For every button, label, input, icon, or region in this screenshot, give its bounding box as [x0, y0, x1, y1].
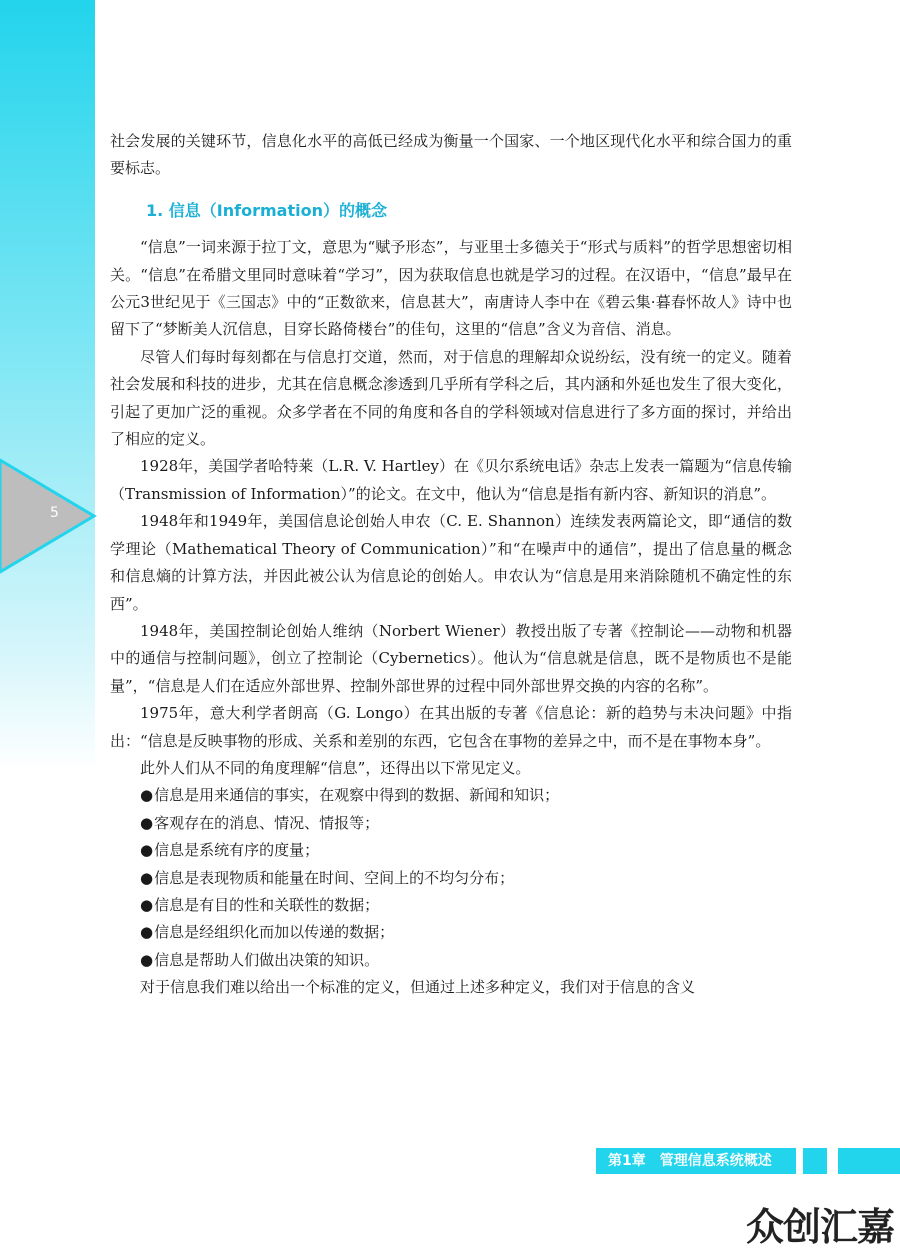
paragraph: 1928年，美国学者哈特莱（L.R. V. Hartley）在《贝尔系统电话》杂志上发表一篇题为“信息传输（Transmission of Information）”的论文。在文中，他认为“信息是指有新内容、新知识的消息”。 — [110, 457, 792, 503]
watermark-logo: 众创汇嘉 — [746, 1205, 895, 1249]
bullet-item — [110, 865, 792, 892]
bullet-icon: ● — [140, 950, 154, 969]
bullet-text: 信息是表现物质和能量在时间、空间上的不均匀分布； — [154, 868, 515, 887]
footer-block-edge — [838, 1148, 900, 1174]
paragraph: 1948年和1949年，美国信息论创始人申农（C. E. Shannon）连续发表两篇论文，即“通信的数学理论（Mathematical Theory of Communication）”和“在噪声中的通信”，提出了信息量的概念和信息熵的计算方法，并因此被公认为信息论的创始人。申农认为“信息是用来消除随机不确定性的东西”。 — [110, 512, 792, 613]
bullet-icon: ● — [140, 813, 154, 832]
paragraph: 1975年，意大利学者朗高（G. Longo）在其出版的专著《信息论：新的趋势与未决问题》中指出：“信息是反映事物的形成、关系和差别的东西，它包含在事物的差异之中，而不是在事物本身”。 — [110, 704, 792, 750]
bullet-item — [110, 892, 792, 919]
main-text — [110, 128, 792, 1002]
paragraph: “信息”一词来源于拉丁文，意思为“赋予形态”，与亚里士多德关于“形式与质料”的哲学思想密切相关。“信息”在希腊文里同时意味着“学习”，因为获取信息也就是学习的过程。在汉语中，“信息”最早在公元3世纪见于《三国志》中的“正数欲来，信息甚大”，南唐诗人李中在《碧云集·暮春怀故人》诗中也留下了“梦断美人沉信息，目穿长路倚楼台”的佳句，这里的“信息”含义为音信、消息。 — [110, 238, 792, 339]
paragraph: 1948年，美国控制论创始人维纳（Norbert Wiener）教授出版了专著《控制论——动物和机器中的通信与控制问题》，创立了控制论（Cybernetics）。他认为“信息就是信息，既不是物质也不是能量”，“信息是人们在适应外部世界、控制外部世界的过程中同外部世界交换的内容的名称”。 — [110, 621, 792, 695]
side-color-bar — [0, 0, 95, 772]
bullet-icon: ● — [140, 786, 154, 805]
bullet-icon: ● — [140, 923, 154, 942]
section-heading: 1. 信息（Information）的概念 — [146, 200, 387, 220]
closing-paragraph: 对于信息我们难以给出一个标准的定义，但通过上述多种定义，我们对于信息的含义 — [140, 978, 696, 997]
bullet-text: 客观存在的消息、情况、情报等； — [154, 813, 380, 832]
bullet-text: 信息是有目的性和关联性的数据； — [154, 895, 380, 914]
footer-block-small — [803, 1148, 827, 1174]
bullet-item — [110, 782, 792, 809]
bullet-item — [110, 837, 792, 864]
paragraph: 此外人们从不同的角度理解“信息”，还得出以下常见定义。 — [140, 758, 531, 777]
bullet-text: 信息是帮助人们做出决策的知识。 — [154, 950, 380, 969]
bullet-text: 信息是系统有序的度量； — [154, 841, 320, 860]
paragraph: 尽管人们每时每刻都在与信息打交道，然而，对于信息的理解却众说纷纭，没有统一的定义。随着社会发展和科技的进步，尤其在信息概念渗透到几乎所有学科之后，其内涵和外延也发生了很大变化，引起了更加广泛的重视。众多学者在不同的角度和各自的学科领域对信息进行了多方面的探讨，并给出了相应的定义。 — [110, 347, 792, 449]
bullet-text: 信息是用来通信的事实，在观察中得到的数据、新闻和知识； — [154, 786, 560, 805]
bullet-text: 信息是经组织化而加以传递的数据； — [154, 923, 395, 942]
footer-chapter-label: 第1章 管理信息系统概述 — [608, 1153, 772, 1169]
bullet-icon: ● — [140, 895, 154, 914]
page-number: 5 — [50, 505, 59, 521]
bullet-item — [110, 947, 792, 974]
intro-paragraph: 社会发展的关键环节，信息化水平的高低已经成为衡量一个国家、一个地区现代化水平和综合国力的重要标志。 — [110, 132, 792, 178]
bullet-icon: ● — [140, 868, 154, 887]
bullet-icon: ● — [140, 841, 154, 860]
bullet-item — [110, 919, 792, 946]
bullet-item — [110, 810, 792, 837]
